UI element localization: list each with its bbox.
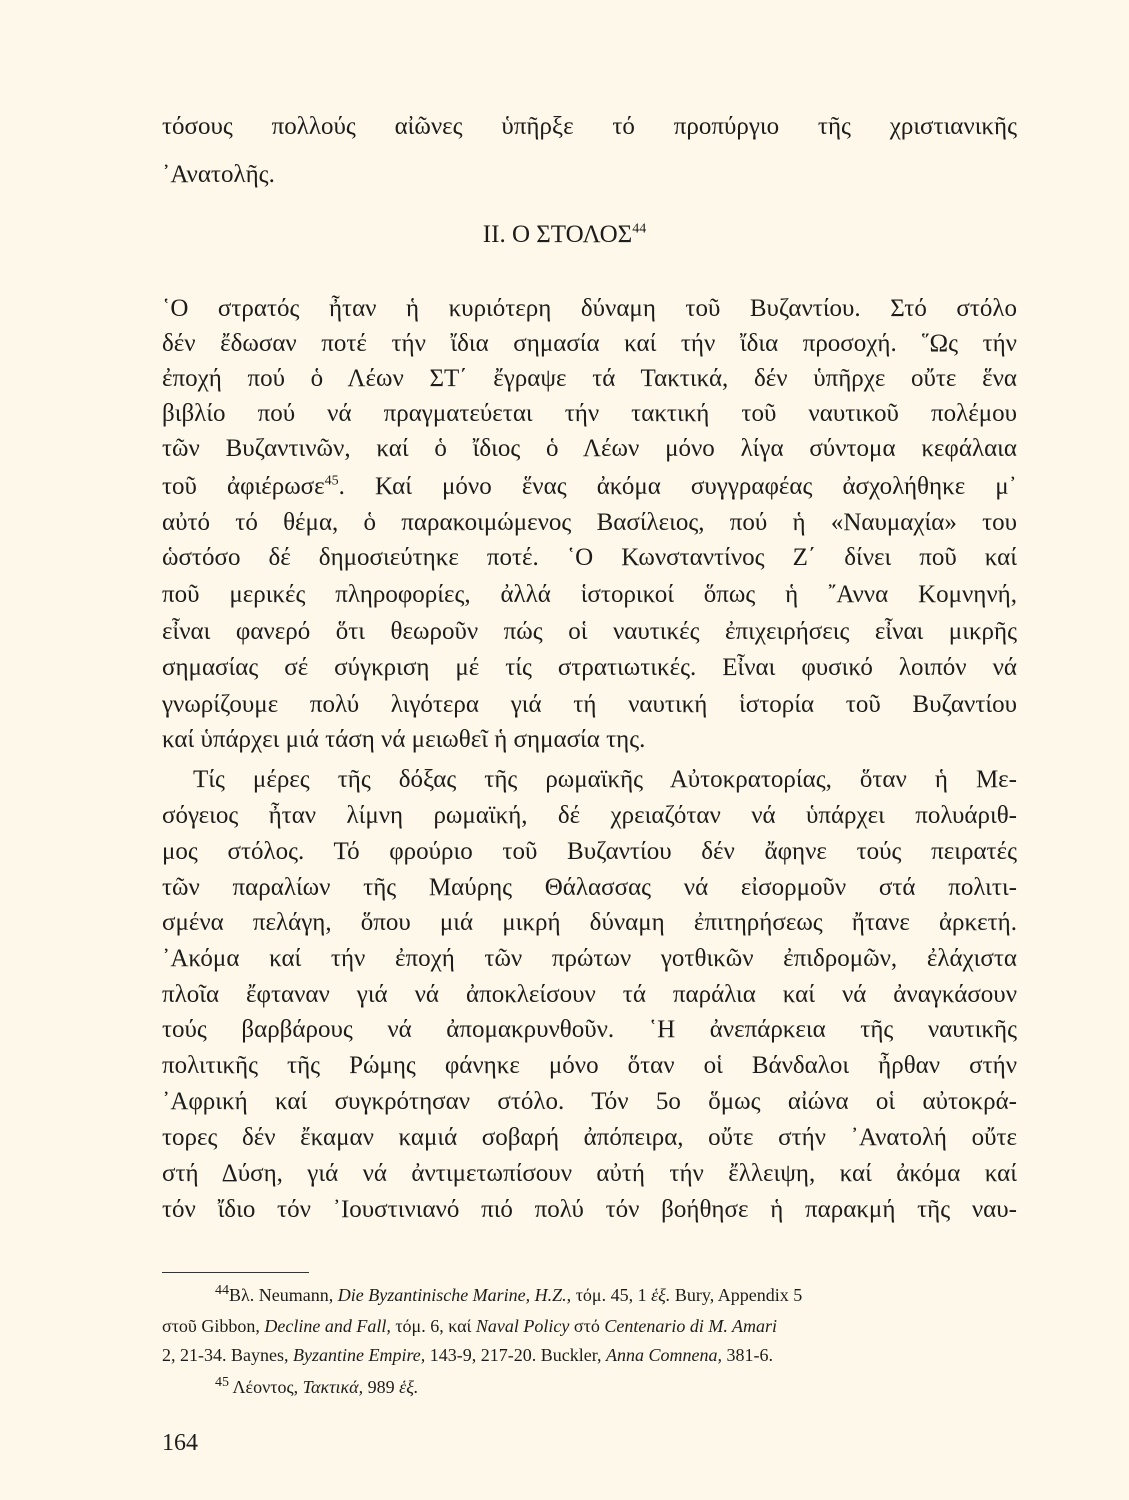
footnote-44-line2	[162, 1315, 777, 1337]
body-line	[162, 472, 1017, 502]
body-line: αὐτό τό θέμα, ὁ παρακοιμώμενος Βασίλειος, πού ἡ «Ναυμαχία» του	[162, 509, 1017, 536]
footnote-44	[215, 1284, 802, 1306]
fn-text: τόμ. 6, καί	[390, 1316, 476, 1336]
body-line: τῶν Βυζαντινῶν, καί ὁ ἴδιος ὁ Λέων μόνο λίγα σύντομα κεφάλαια	[162, 435, 1017, 462]
fn-text: 2, 21-34. Baynes,	[162, 1345, 293, 1365]
fn-text: στοῦ Gibbon,	[162, 1316, 265, 1336]
fn-text: τόμ. 45, 1	[571, 1285, 652, 1305]
footnote-45	[215, 1376, 418, 1398]
body-line: σημασίας σέ σύγκριση μέ τίς στρατιωτικές. Εἶναι φυσικό λοιπόν νά	[162, 654, 1017, 681]
fn-italic: Anna Comnena,	[606, 1345, 723, 1365]
body-line: ὡστόσο δέ δημοσιεύτηκε ποτέ. ῾Ο Κωνσταντίνος Ζ΄ δίνει ποῦ καί	[162, 544, 1017, 571]
footnote-ref-44: 44	[632, 221, 647, 237]
fn-italic: ἑξ.	[651, 1285, 671, 1305]
body-line: βιβλίο πού νά πραγματεύεται τήν τακτική τοῦ ναυτικοῦ πολέμου	[162, 400, 1017, 427]
footnote-number: 45	[215, 1375, 229, 1390]
footnote-ref-45: 45	[324, 473, 339, 489]
fn-italic: Naval Policy	[475, 1316, 570, 1336]
body-line: ῾Ο στρατός ἦταν ἡ κυριότερη δύναμη τοῦ Βυζαντίου. Στό στόλο	[162, 295, 1017, 322]
body-line: σμένα πελάγη, ὅπου μιά μικρή δύναμη ἐπιτηρήσεως ἤτανε ἀρκετή.	[162, 909, 1017, 936]
body-line: πολιτικῆς τῆς Ρώμης φάνηκε μόνο ὅταν οἱ Βάνδαλοι ἦρθαν στήν	[162, 1052, 1017, 1079]
body-line: ᾿Ακόμα καί τήν ἐποχή τῶν πρώτων γοτθικῶν ἐπιδρομῶν, ἐλάχιστα	[162, 945, 1017, 972]
fn-text: 989	[363, 1377, 400, 1397]
section-heading	[0, 220, 1129, 250]
body-line: τῶν παραλίων τῆς Μαύρης Θάλασσας νά εἰσορμοῦν στά πολιτι-	[162, 874, 1017, 901]
body-line: τούς βαρβάρους νά ἀπομακρυνθοῦν. ῾Η ἀνεπάρκεια τῆς ναυτικῆς	[162, 1016, 1017, 1043]
body-line: τόν ἴδιο τόν ᾿Ιουστινιανό πιό πολύ τόν βοήθησε ἡ παρακμή τῆς ναυ-	[162, 1196, 1017, 1223]
footnote-divider	[162, 1272, 309, 1273]
body-line: τόσους πολλούς αἰῶνες ὑπῆρξε τό προπύργιο τῆς χριστιανικῆς	[162, 113, 1017, 140]
body-line: ᾿Αφρική καί συγκρότησαν στόλο. Τόν 5ο ὅμως αἰώνα οἱ αὐτοκρά-	[162, 1088, 1017, 1115]
body-line: δέν ἔδωσαν ποτέ τήν ἴδια σημασία καί τήν ἴδια προσοχή. ῞Ως τήν	[162, 330, 1017, 357]
fn-italic: Τακτικά,	[302, 1377, 364, 1397]
line-text: . Καί μόνο ἕνας ἀκόμα συγγραφέας ἀσχολήθηκε μ᾿	[338, 473, 1017, 500]
line-text: τοῦ ἀφιέρωσε	[162, 473, 325, 500]
fn-text: Bury, Appendix 5	[670, 1285, 803, 1305]
body-line: καί ὑπάρχει μιά τάση νά μειωθεῖ ἡ σημασία της.	[162, 726, 646, 753]
body-line: πλοῖα ἔφταναν γιά νά ἀποκλείσουν τά παράλια καί νά ἀναγκάσουν	[162, 981, 1017, 1008]
fn-text: στό	[569, 1316, 605, 1336]
fn-italic: Die Byzantinische Marine, H.Z.,	[337, 1285, 572, 1305]
footnote-44-line3	[162, 1344, 773, 1366]
body-line: εἶναι φανερό ὅτι θεωροῦν πώς οἱ ναυτικές ἐπιχειρήσεις εἶναι μικρῆς	[162, 618, 1017, 645]
fn-text: 143-9, 217-20. Buckler,	[425, 1345, 607, 1365]
body-line: μος στόλος. Τό φρούριο τοῦ Βυζαντίου δέν ἄφηνε τούς πειρατές	[162, 838, 1017, 865]
body-line: ἐποχή πού ὁ Λέων ΣΤ΄ ἔγραψε τά Τακτικά, δέν ὑπῆρχε οὔτε ἕνα	[162, 365, 1017, 392]
body-line: ποῦ μερικές πληροφορίες, ἀλλά ἱστορικοί ὅπως ἡ ῎Αννα Κομνηνή,	[162, 581, 1017, 608]
page-number: 164	[162, 1430, 198, 1456]
body-line: τορες δέν ἔκαμαν καμιά σοβαρή ἀπόπειρα, οὔτε στήν ᾿Ανατολή οὔτε	[162, 1124, 1017, 1151]
body-line: σόγειος ἦταν λίμνη ρωμαϊκή, δέ χρειαζόταν νά ὑπάρχει πολυάριθ-	[162, 802, 1017, 829]
fn-italic: Decline and Fall,	[264, 1316, 391, 1336]
body-line: ᾿Ανατολῆς.	[162, 161, 275, 188]
body-line: Τίς μέρες τῆς δόξας τῆς ρωμαϊκῆς Αὐτοκρατορίας, ὅταν ἡ Με-	[193, 766, 1017, 793]
fn-italic: ἑξ.	[399, 1377, 419, 1397]
body-line: στή Δύση, γιά νά ἀντιμετωπίσουν αὐτή τήν ἔλλειψη, καί ἀκόμα καί	[162, 1160, 1017, 1187]
heading-text: II. Ο ΣΤΟΛΟΣ	[482, 221, 633, 248]
fn-text: 381-6.	[722, 1345, 774, 1365]
fn-italic: Byzantine Empire,	[292, 1345, 426, 1365]
fn-text: Βλ. Neumann,	[229, 1285, 338, 1305]
fn-text: Λέοντος,	[229, 1377, 303, 1397]
fn-italic: Centenario di M. Amari	[604, 1316, 777, 1336]
body-line: γνωρίζουμε πολύ λιγότερα γιά τή ναυτική ἱστορία τοῦ Βυζαντίου	[162, 691, 1017, 718]
footnote-number: 44	[215, 1283, 229, 1298]
